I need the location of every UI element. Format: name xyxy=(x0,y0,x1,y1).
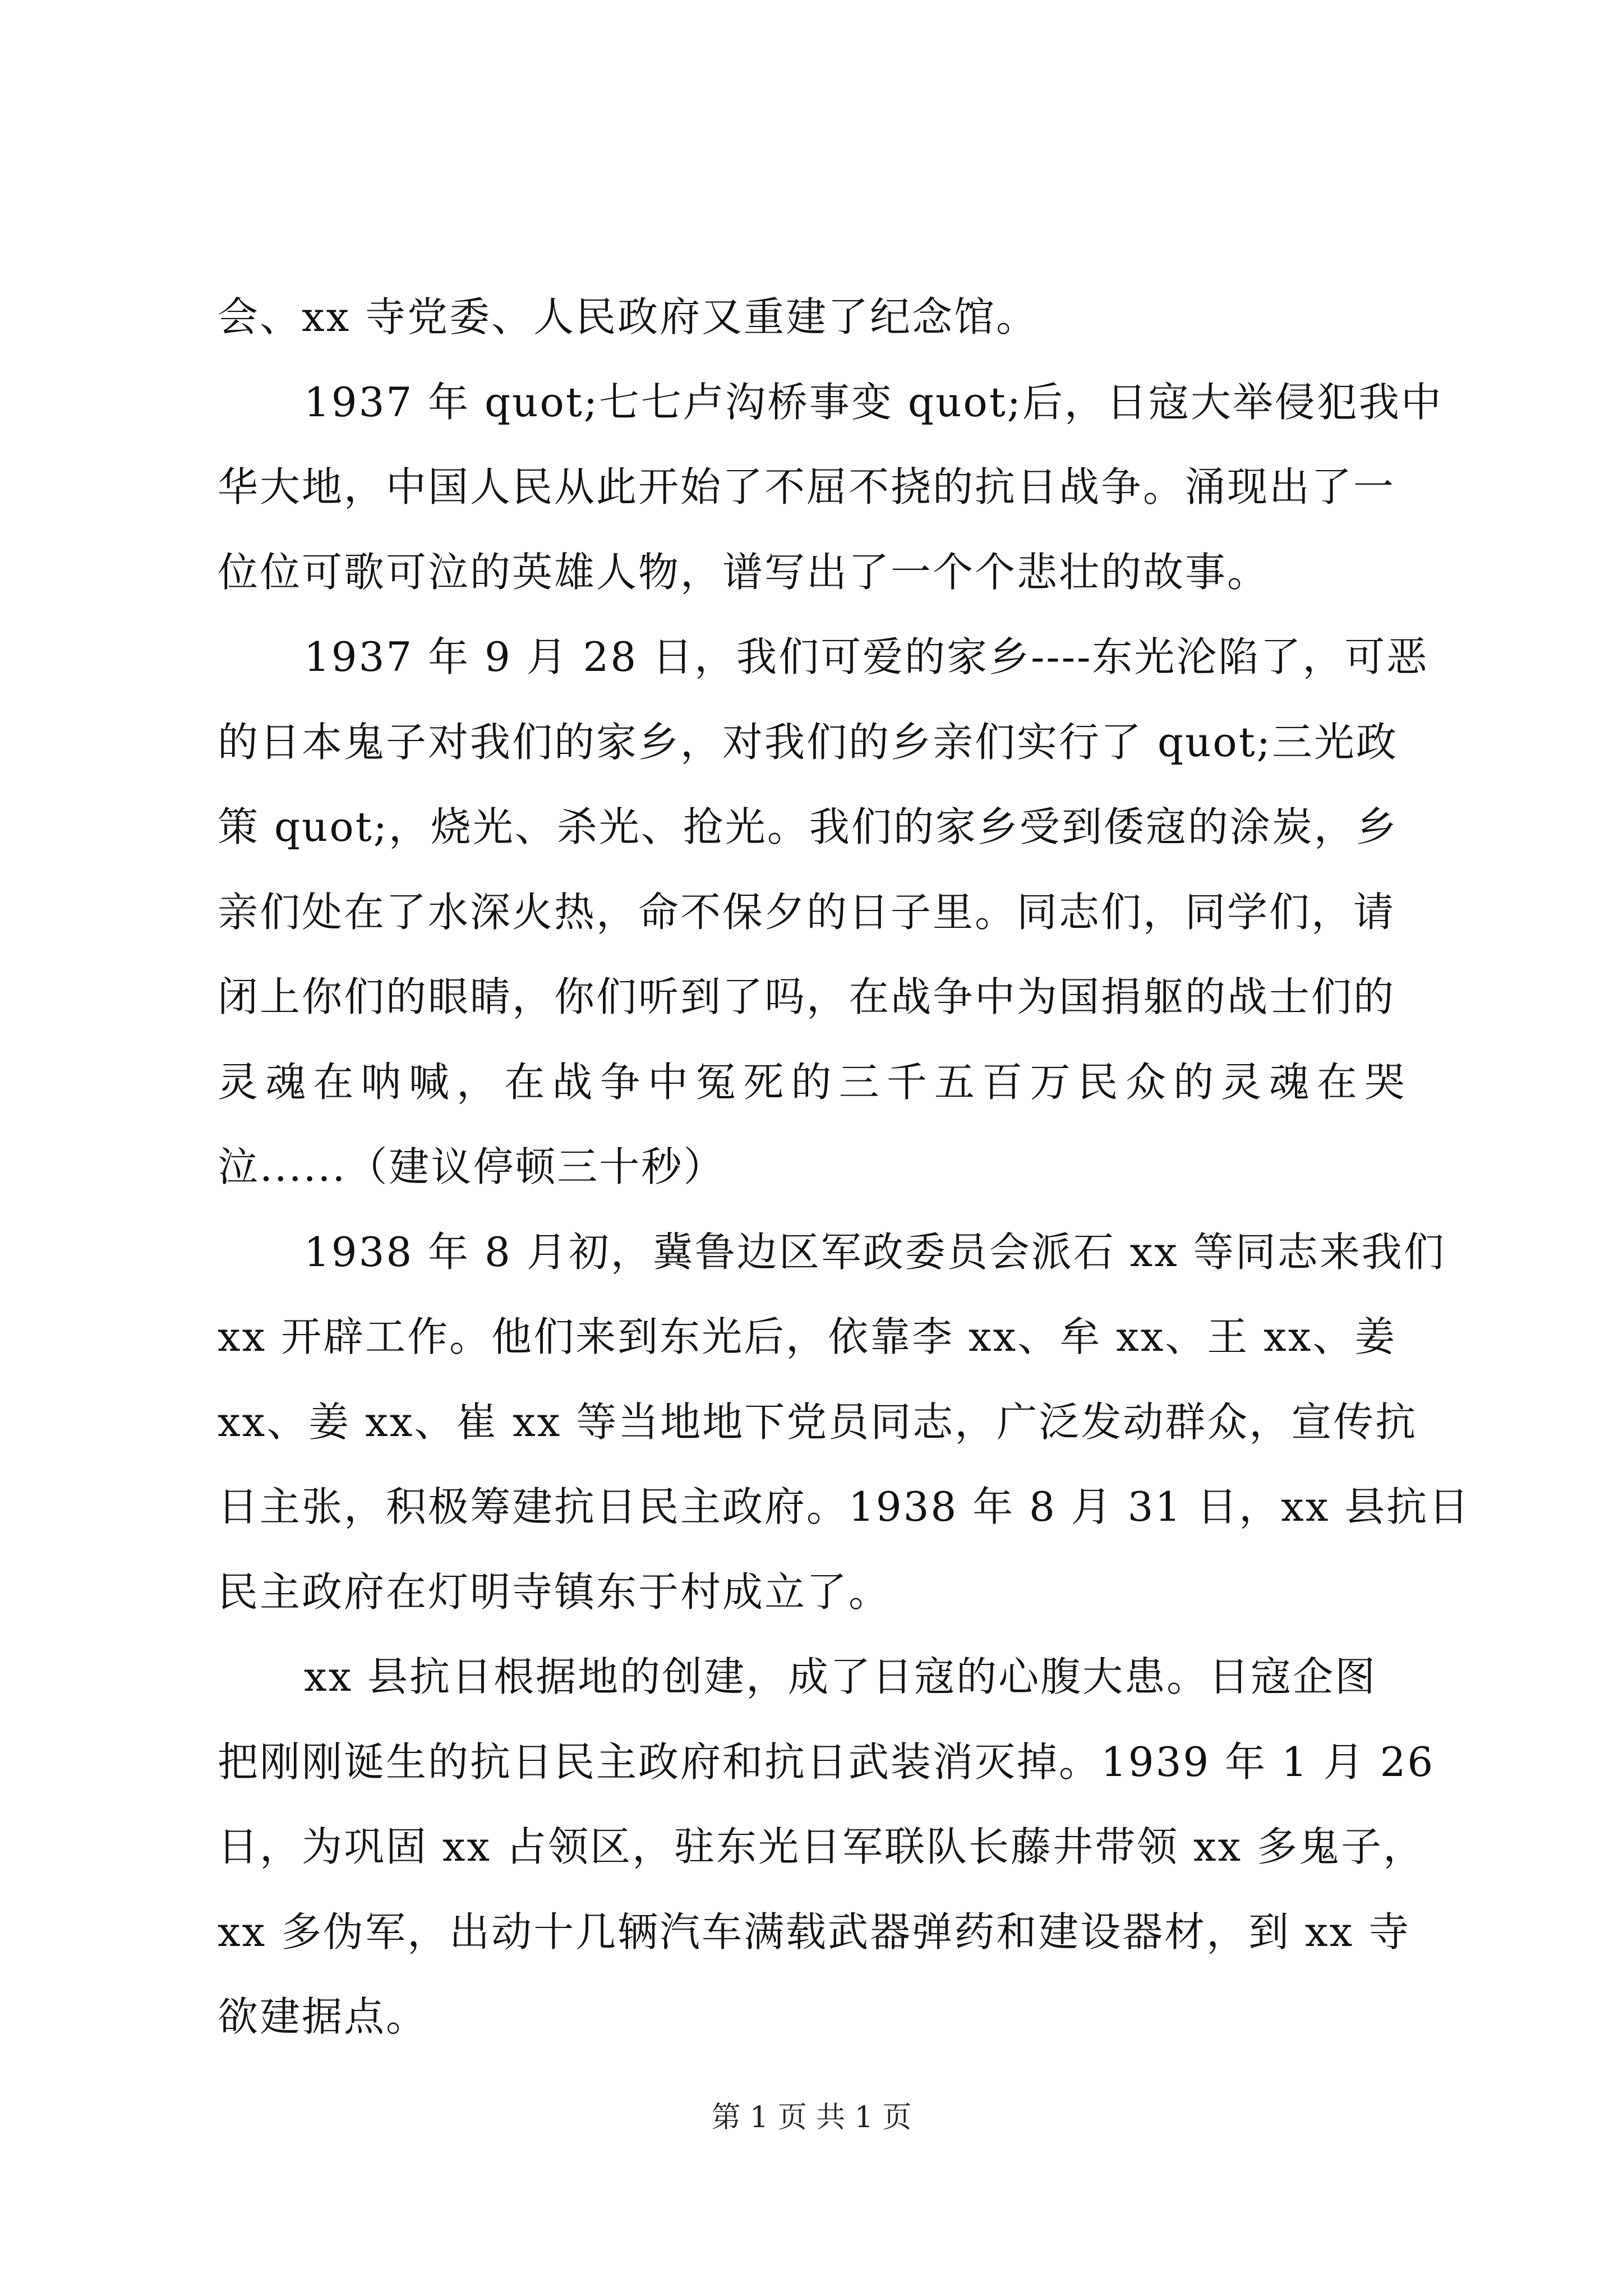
text-line: 1938 年 8 月初，冀鲁边区军政委员会派石 xx 等同志来我们 xyxy=(304,1228,1446,1276)
text-line: xx 开辟工作。他们来到东光后，依靠李 xx、牟 xx、王 xx、姜 xyxy=(218,1313,1397,1360)
text-line: 把刚刚诞生的抗日民主政府和抗日武装消灭掉。1939 年 1 月 26 xyxy=(218,1738,1435,1786)
text-glyph: 百 xyxy=(982,1058,1025,1106)
text-glyph: 魂 xyxy=(1269,1058,1311,1106)
text-glyph: 在 xyxy=(1316,1058,1359,1106)
text-glyph: 民 xyxy=(1077,1058,1120,1106)
text-line: 1937 年 9 月 28 日，我们可爱的家乡----东光沦陷了，可恶 xyxy=(304,633,1429,680)
text-glyph: 万 xyxy=(1030,1058,1072,1106)
document-body xyxy=(218,275,1471,2060)
text-line: 会、xx 寺党委、人民政府又重建了纪念馆。 xyxy=(218,293,1039,341)
text-glyph: 死 xyxy=(743,1058,786,1106)
text-line xyxy=(218,1040,1407,1125)
text-glyph: 战 xyxy=(552,1058,594,1106)
text-line: 位位可歌可泣的英雄人物，谱写出了一个个悲壮的故事。 xyxy=(218,548,1270,596)
text-line: 欲建据点。 xyxy=(218,1993,428,2040)
text-line: xx 多伪军，出动十几辆汽车满载武器弹药和建设器材，到 xx 寺 xyxy=(218,1908,1411,1955)
text-line: 华大地，中国人民从此开始了不屈不挠的抗日战争。涌现出了一 xyxy=(218,463,1396,510)
text-glyph: 千 xyxy=(886,1058,929,1106)
page-number-footer: 第 1 页 共 1 页 xyxy=(711,2101,912,2134)
text-glyph: 灵 xyxy=(1221,1058,1264,1106)
text-glyph: 中 xyxy=(647,1058,690,1106)
text-glyph: 五 xyxy=(934,1058,977,1106)
text-glyph: 的 xyxy=(1173,1058,1216,1106)
text-glyph: 魂 xyxy=(265,1058,308,1106)
text-glyph: 的 xyxy=(791,1058,833,1106)
text-line: 日，为巩固 xx 占领区，驻东光日军联队长藤井带领 xx 多鬼子， xyxy=(218,1823,1425,1870)
text-glyph: 争 xyxy=(600,1058,642,1106)
text-glyph: 呐 xyxy=(361,1058,403,1106)
text-glyph: 在 xyxy=(313,1058,356,1106)
text-glyph: 哭 xyxy=(1364,1058,1407,1106)
text-glyph: 三 xyxy=(838,1058,881,1106)
text-line: 日主张，积极筹建抗日民主政府。1938 年 8 月 31 日，xx 县抗日 xyxy=(218,1483,1471,1530)
text-line: 闭上你们的眼睛，你们听到了吗，在战争中为国捐躯的战士们的 xyxy=(218,973,1396,1020)
text-glyph: 冤 xyxy=(695,1058,738,1106)
text-glyph: 灵 xyxy=(218,1058,260,1106)
text-line: 策 quot;，烧光、杀光、抢光。我们的家乡受到倭寇的涂炭，乡 xyxy=(218,803,1398,850)
text-line: xx、姜 xx、崔 xx 等当地地下党员同志，广泛发动群众，宣传抗 xyxy=(218,1398,1418,1446)
text-line: 民主政府在灯明寺镇东于村成立了。 xyxy=(218,1568,891,1616)
text-glyph: 喊 xyxy=(408,1058,451,1106)
text-line: 1937 年 quot;七七卢沟桥事变 quot;后，日寇大举侵犯我中 xyxy=(304,378,1443,426)
text-line: 泣......（建议停顿三十秒） xyxy=(218,1143,726,1190)
text-line: 亲们处在了水深火热，命不保夕的日子里。同志们，同学们，请 xyxy=(218,888,1396,936)
text-glyph: 众 xyxy=(1125,1058,1168,1106)
text-line: 的日本鬼子对我们的家乡，对我们的乡亲们实行了 quot;三光政 xyxy=(218,718,1398,766)
text-glyph: ， xyxy=(457,1058,499,1106)
text-glyph: 在 xyxy=(504,1058,547,1106)
text-line: xx 县抗日根据地的创建，成了日寇的心腹大患。日寇企图 xyxy=(304,1653,1377,1700)
